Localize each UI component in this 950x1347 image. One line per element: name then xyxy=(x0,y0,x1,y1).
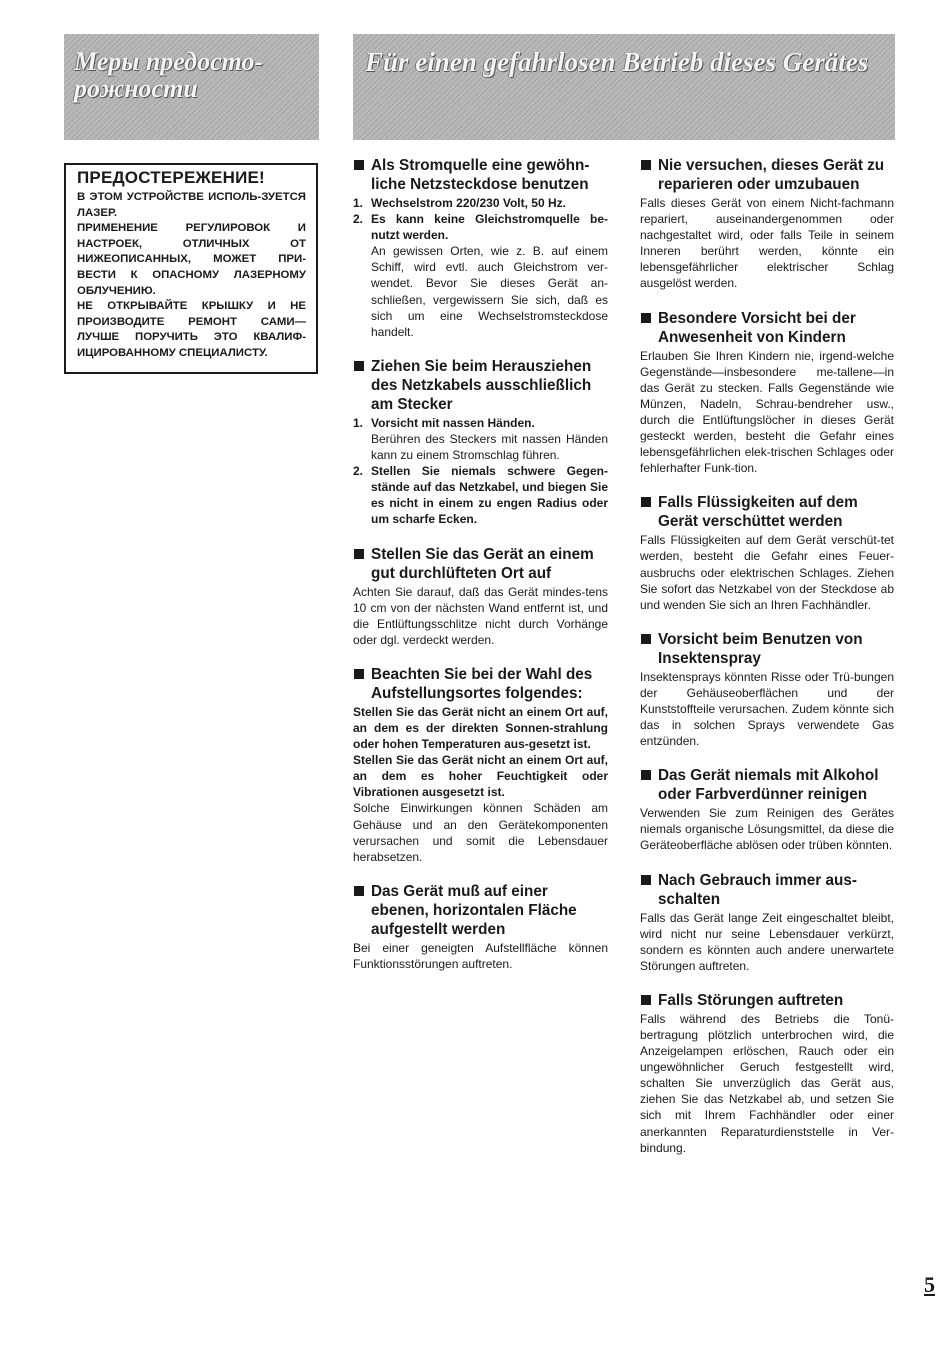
section-location xyxy=(353,665,608,865)
section-cleaning xyxy=(640,766,894,853)
german-title-banner xyxy=(353,34,895,140)
warning-line-1: В ЭТОМ УСТРОЙСТВЕ ИСПОЛЬ-ЗУЕТСЯ ЛАЗЕР. xyxy=(77,191,306,219)
section-ventilation xyxy=(353,545,608,648)
list-item: 1. Vorsicht mit nassen Händen. Berühren des Steckers mit nassen Händen kann zu einem Stromschlag führen. xyxy=(353,415,608,463)
section-malfunctions xyxy=(640,991,894,1156)
warning-line-3: НЕ ОТКРЫВАЙТЕ КРЫШКУ И НЕ ПРОИЗВОДИТЕ РЕМОНТ САМИ—ЛУЧШЕ ПОРУЧИТЬ ЭТО КВАЛИФ-ИЦИРОВАННОМУ СПЕЦИАЛИСТУ. xyxy=(77,300,306,359)
square-bullet-icon xyxy=(641,634,651,644)
section-power-cable xyxy=(353,357,608,528)
section-heading: Das Gerät muß auf einer ebenen, horizontalen Fläche aufgestellt werden xyxy=(353,882,608,939)
section-children xyxy=(640,309,894,477)
section-text: Falls während des Betriebs die Tonü-bertragung plötzlich unterbrochen wird, die Anzeigelampen erlöschen, Rauch oder ein ungewöhnlicher Geruch festgestellt wird, schalten Sie unverzüglich das Gerät aus, ziehen Sie das Netzkabel ab, und setzen Sie sich mit Ihrem Fachhändler oder einer anerkannten Reparaturdienststelle in Ver-bindung. xyxy=(640,1011,894,1155)
square-bullet-icon xyxy=(354,669,364,679)
square-bullet-icon xyxy=(354,886,364,896)
section-text: Insektensprays könnten Risse oder Trü-bungen der Gehäuseoberflächen und der Kunststoffteile verursachen. Zudem könnte sich das in solchen Sprays verwendete Gas entzünden. xyxy=(640,669,894,749)
list-item: 2. Es kann keine Gleichstromquelle be-nutzt werden. An gewissen Orten, wie z. B. auf einem Schiff, wird evtl. auch Gleichstrom ver-wendet. Bevor Sie dieses Gerät an-schließen, vergewissern Sie sich, daß es sich um eine Wechselstromsteckdose handelt. xyxy=(353,212,608,339)
section-heading: Beachten Sie bei der Wahl des Aufstellungsortes folgendes: xyxy=(353,665,608,703)
square-bullet-icon xyxy=(354,549,364,559)
section-text: Falls Flüssigkeiten auf dem Gerät verschüt-tet werden, besteht die Gefahr eines Feuer-ausbruchs oder elektrischen Schlages. Ziehen Sie sofort das Netzkabel von der Steckdose ab und wenden Sie sich an Ihren Fachhändler. xyxy=(640,533,894,612)
section-bold-text: Stellen Sie das Gerät nicht an einem Ort auf, an dem es der direkten Sonnen-strahlung oder hohen Temperaturen aus-gesetzt ist. xyxy=(353,704,608,752)
section-heading: Vorsicht beim Benutzen von Insektenspray xyxy=(640,630,894,668)
square-bullet-icon xyxy=(641,497,651,507)
laser-warning-box xyxy=(64,163,318,374)
right-column xyxy=(640,156,894,1173)
section-switch-off xyxy=(640,871,894,974)
section-heading: Das Gerät niemals mit Alkohol oder Farbverdünner reinigen xyxy=(640,766,894,804)
section-no-repair xyxy=(640,156,894,292)
square-bullet-icon xyxy=(641,160,651,170)
middle-column xyxy=(353,156,608,989)
list-item: 2. Stellen Sie niemals schwere Gegen-stände auf das Netzkabel, und biegen Sie es nicht in einem zu engen Radius oder um scharfe Ecken. xyxy=(353,464,608,527)
numbered-list xyxy=(353,195,608,340)
section-heading: Falls Flüssigkeiten auf dem Gerät verschüttet werden xyxy=(640,493,894,531)
german-title: Für einen gefahrlosen Betrieb dieses Gerätes xyxy=(365,47,869,77)
section-text: Falls dieses Gerät von einem Nicht-fachmann repariert, auseinandergenommen oder nachgestaltet wird, oder falls Teile in seinem Inneren berührt werden, könnte ein lebensgefährlicher elektrischer Schlag ausgelöst werden. xyxy=(640,196,894,291)
section-level-surface xyxy=(353,882,608,972)
section-text: Achten Sie darauf, daß das Gerät mindes-tens 10 cm von der nächsten Wand entfernt ist, und die Entlüftungsschlitze nicht durch Vorhänge oder dgl. verdeckt werden. xyxy=(353,584,608,647)
square-bullet-icon xyxy=(641,875,651,885)
section-text: Verwenden Sie zum Reinigen des Gerätes niemals organische Lösungsmittel, da diese die Geräteoberfläche ablösen oder trüben könnten. xyxy=(640,806,894,853)
section-text: Falls das Gerät lange Zeit eingeschaltet bleibt, wird nicht nur seine Lebensdauer verkürzt, sondern es könnten auch andere unerwartete Störungen auftreten. xyxy=(640,910,894,973)
section-heading: Stellen Sie das Gerät an einem gut durchlüfteten Ort auf xyxy=(353,545,608,583)
section-text: Bei einer geneigten Aufstellfläche können Funktionsstörungen auftreten. xyxy=(353,940,608,971)
russian-title: Меры предосто-рожности xyxy=(74,47,264,104)
section-text: Solche Einwirkungen können Schäden am Gehäuse und an den Gerätekomponenten verursachen und somit die Lebensdauer herabsetzen. xyxy=(353,801,608,864)
square-bullet-icon xyxy=(354,361,364,371)
section-heading: Ziehen Sie beim Herausziehen des Netzkabels ausschließlich am Stecker xyxy=(353,357,608,414)
section-text: Erlauben Sie Ihren Kindern nie, irgend-welche Gegenstände—insbesondere me-tallene—in das Gerät zu stecken. Falls Gegenstände wie Münzen, Nadeln, Schrau-bendreher usw., durch die Entlüftungslöcher in dieses Gerät gesteckt werden, besteht die Gefahr eines lebensgefährlichen elek-trischen Schlages oder fehlerhafter Funk-tion. xyxy=(640,348,894,476)
russian-title-banner xyxy=(64,34,319,140)
section-heading: Nie versuchen, dieses Gerät zu reparieren oder umzubauen xyxy=(640,156,894,194)
list-item: 1. Wechselstrom 220/230 Volt, 50 Hz. xyxy=(353,196,566,210)
section-heading: Als Stromquelle eine gewöhn-liche Netzsteckdose benutzen xyxy=(353,156,608,194)
square-bullet-icon xyxy=(641,995,651,1005)
section-heading: Nach Gebrauch immer aus-schalten xyxy=(640,871,894,909)
section-heading: Falls Störungen auftreten xyxy=(640,991,894,1010)
square-bullet-icon xyxy=(641,313,651,323)
warning-line-2: ПРИМЕНЕНИЕ РЕГУЛИРОВОК И НАСТРОЕК, ОТЛИЧНЫХ ОТ НИЖЕОПИСАННЫХ, МОЖЕТ ПРИ-ВЕСТИ К ОПАСНОМУ ЛАЗЕРНОМУ ОБЛУЧЕНИЮ. xyxy=(77,222,306,297)
section-heading: Besondere Vorsicht bei der Anwesenheit von Kindern xyxy=(640,309,894,347)
section-liquids xyxy=(640,493,894,612)
square-bullet-icon xyxy=(354,160,364,170)
section-bold-text: Stellen Sie das Gerät nicht an einem Ort auf, an dem es hoher Feuchtigkeit oder Vibrationen ausgesetzt ist. xyxy=(353,753,608,800)
page-number: 5 xyxy=(924,1272,935,1297)
section-insect-spray xyxy=(640,630,894,749)
section-power-source xyxy=(353,156,608,340)
warning-title: ПРЕДОСТЕРЕЖЕНИЕ! xyxy=(77,168,265,187)
square-bullet-icon xyxy=(641,770,651,780)
numbered-list xyxy=(353,415,608,528)
